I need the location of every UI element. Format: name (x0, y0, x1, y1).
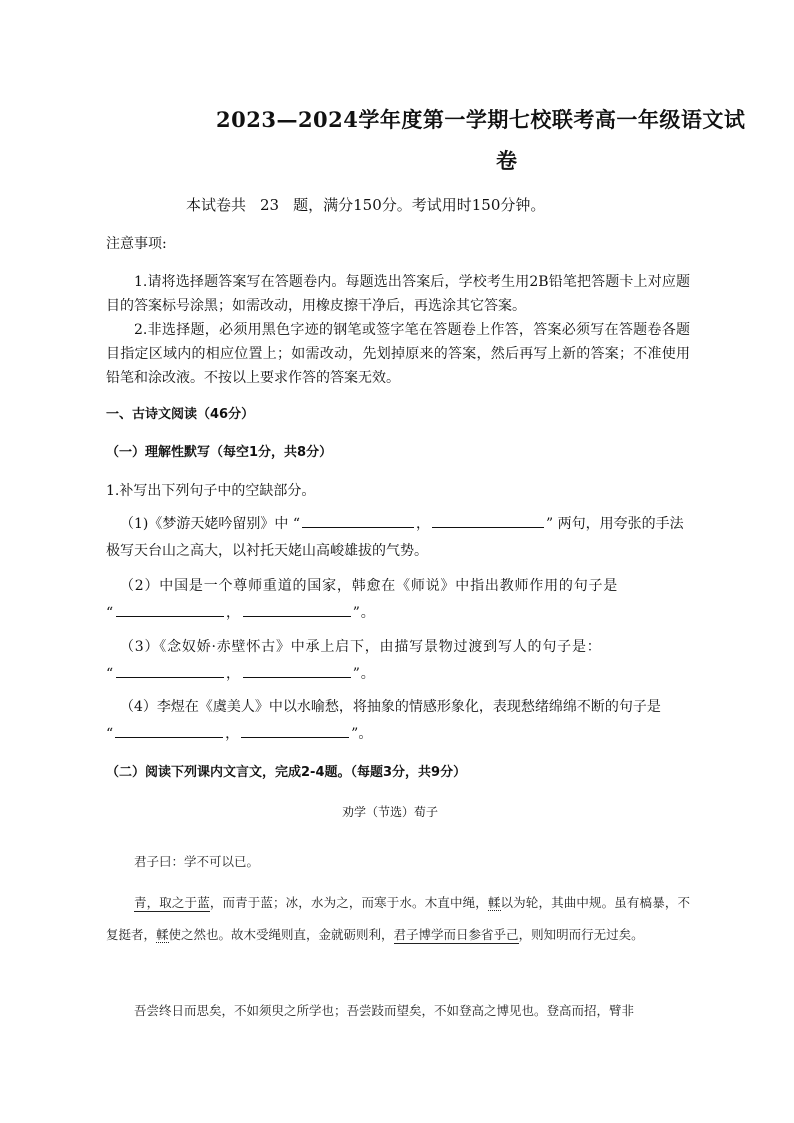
answer-blank[interactable] (243, 663, 351, 678)
article-paragraph-2 (106, 887, 690, 951)
dictation-item-3 (106, 634, 690, 688)
dictation-item-3-prompt: （3）《念奴娇·赤壁怀古》中承上启下，由描写景物过渡到写人的句子是： (120, 639, 602, 655)
intro-text-a: 本试卷共 (186, 196, 247, 214)
notice-item-2: 2.非选择题，必须用黑色字迹的钢笔或签字笔在答题卷上作答，答案必须写在答题卷各题目指定区域内的相应位置上；如需改动，先划掉原来的答案，然后再写上新的答案；不准使用铅笔和涂改液。不按以上要求作答的答案无效。 (106, 322, 690, 386)
dictation-sep: ， (225, 726, 240, 742)
close-quote: ”。 (352, 605, 376, 621)
open-quote: “ (106, 726, 114, 742)
subsection-heading-dictation: （一）理解性默写（每空1分，共8分） (106, 445, 333, 460)
dictation-item-2-prompt: （2）中国是一个尊师重道的国家，韩愈在《师说》中指出教师作用的句子是 (120, 578, 619, 594)
close-quote: ”。 (352, 666, 376, 682)
dictation-item-1-suffix: ” 两句，用夸张的手法极写天台山之高大，以衬托天姥山高峻雄拔的气势。 (106, 516, 684, 559)
question-1-instruction: 1.补写出下列句子中的空缺部分。 (106, 483, 316, 499)
dictation-item-2 (106, 573, 690, 627)
answer-blank[interactable] (432, 513, 544, 528)
intro-question-count: 23 (260, 196, 280, 214)
close-quote: ”。 (351, 726, 373, 742)
dictation-item-1 (106, 511, 690, 565)
open-quote: “ (106, 666, 114, 682)
dotted-char: 輮 (487, 895, 501, 910)
exam-intro (186, 194, 545, 215)
answer-blank[interactable] (302, 513, 414, 528)
text-run: 使之然也。故木受绳则直，金就砺则利， (168, 927, 394, 942)
underlined-phrase: 青，取之于蓝 (134, 895, 210, 910)
dictation-item-1-prefix: （1)《梦游天姥吟留别》中 “ (120, 516, 300, 532)
dictation-item-4-prompt: （4）李煜在《虞美人》中以水喻愁，将抽象的情感形象化，表现愁绪绵绵不断的句子是 (120, 699, 661, 715)
answer-blank[interactable] (116, 602, 224, 617)
article-paragraph-3: 吾尝终日而思矣，不如须臾之所学也；吾尝跂而望矣，不如登高之博见也。登高而招，臂非 (134, 1003, 635, 1018)
answer-blank[interactable] (243, 602, 351, 617)
dictation-sep: ， (415, 516, 430, 532)
answer-blank[interactable] (115, 723, 223, 738)
intro-text-c: 题，满分150分。考试用时150分钟。 (293, 196, 546, 214)
notice-item-1: 1.请将选择题答案写在答题卷内。每题选出答案后，学校考生用2B铅笔把答题卡上对应题目的答案标号涂黑；如需改动，用橡皮擦干净后，再选涂其它答案。 (106, 274, 690, 314)
dictation-sep: ， (225, 666, 241, 682)
answer-blank[interactable] (116, 663, 224, 678)
article-paragraph-1: 君子曰：学不可以已。 (134, 854, 260, 869)
article-title: 劝学（节选）荀子 (342, 805, 439, 819)
dotted-char: 輮 (156, 927, 169, 942)
notice-heading: 注意事项: (106, 236, 167, 252)
dictation-sep: ， (225, 605, 241, 621)
text-run: ，则知明而行无过矣。 (518, 927, 644, 942)
subsection-heading-reading: （二）阅读下列课内文言文，完成2-4题。（每题3分，共9分） (106, 765, 467, 780)
answer-blank[interactable] (241, 723, 349, 738)
open-quote: “ (106, 605, 114, 621)
exam-title-line2: 卷 (496, 148, 517, 173)
exam-title-line1: 2023—2024学年度第一学期七校联考高一年级语文试 (216, 107, 746, 132)
text-run: ，而青于蓝；冰，水为之，而寒于水。木直中绳， (209, 895, 488, 910)
section-heading-classical: 一、古诗文阅读（46分） (106, 407, 255, 422)
dictation-item-4 (106, 694, 690, 748)
underlined-phrase: 君子博学而日参省乎己 (393, 927, 519, 942)
text-run: 以为轮，其曲中规。虽有槁暴，不复挺者， (106, 895, 690, 942)
